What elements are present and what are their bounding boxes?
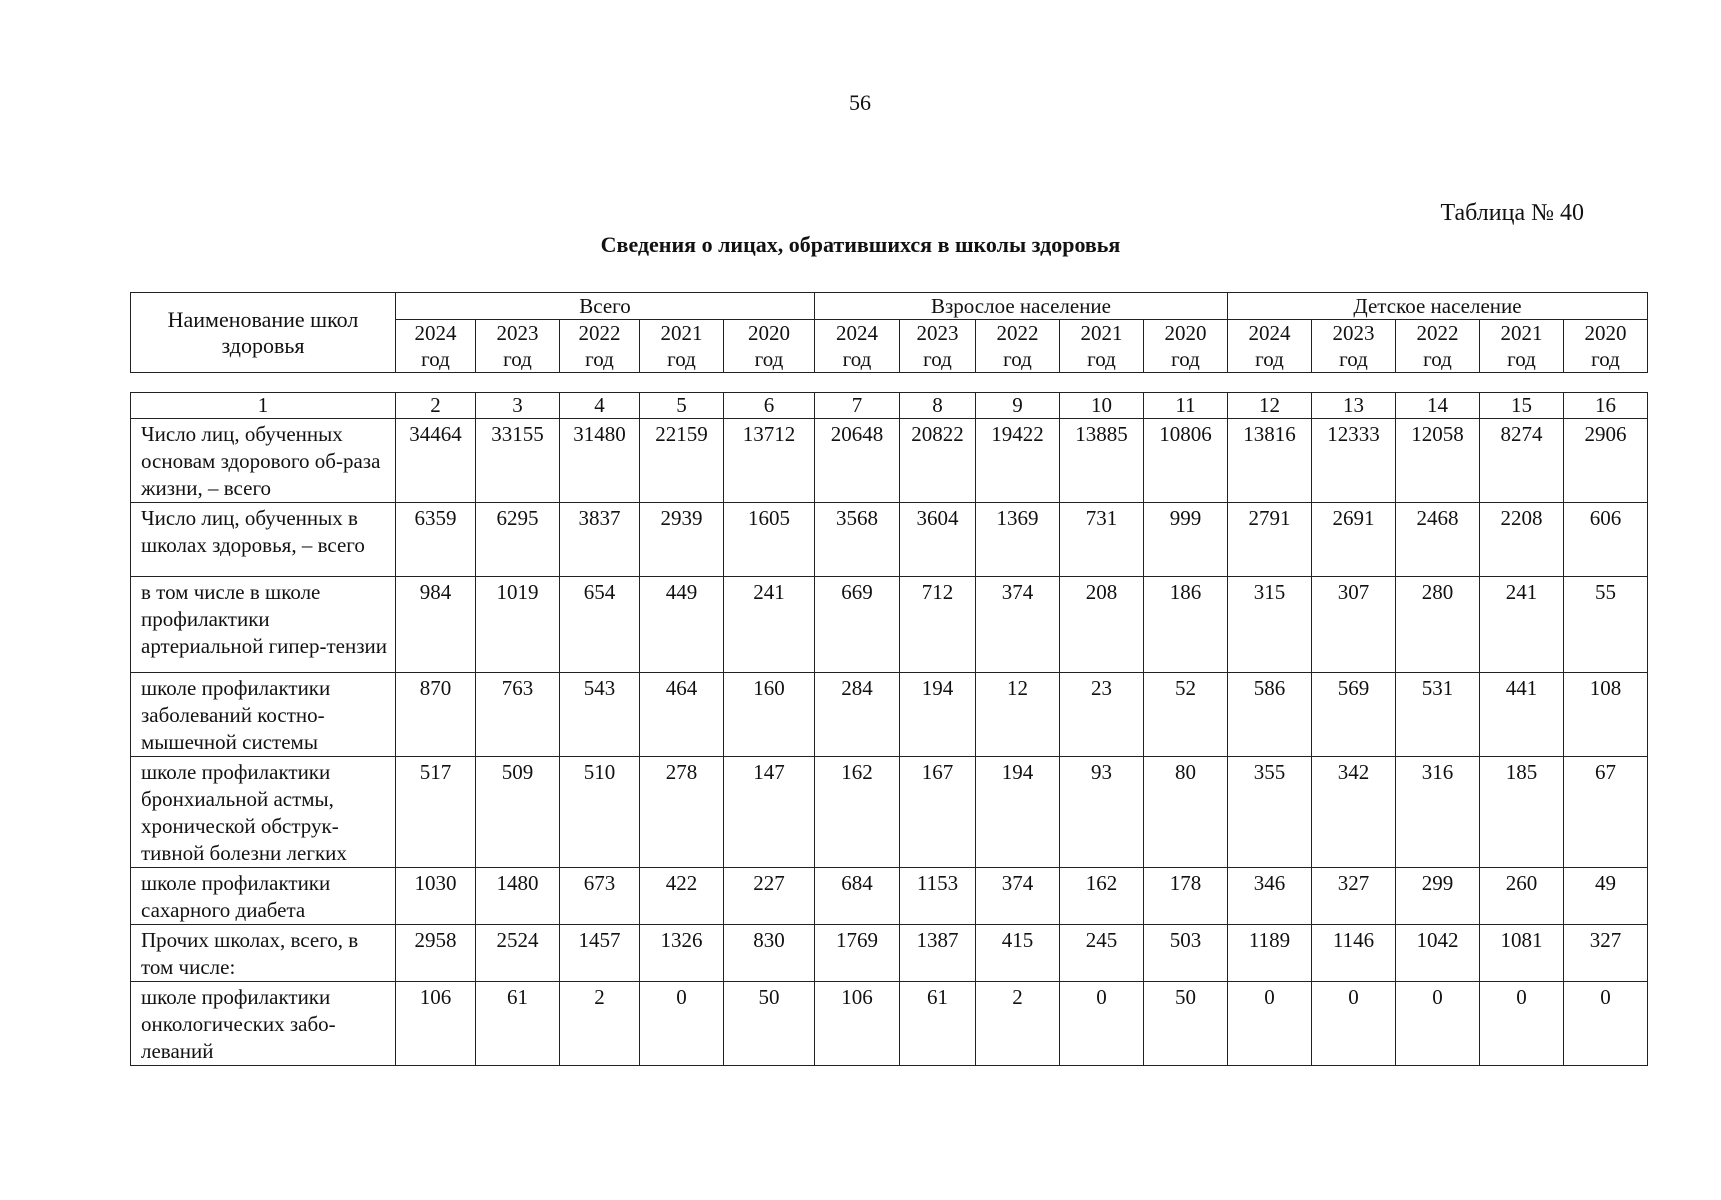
table-cell: 61: [900, 982, 976, 1066]
header-year-children-0: [1228, 320, 1312, 373]
table-cell: 12: [976, 673, 1060, 757]
column-number-cell: 2: [396, 393, 476, 419]
table-cell: 1769: [815, 925, 900, 982]
table-cell: 162: [1060, 868, 1144, 925]
table-cell: 0: [1480, 982, 1564, 1066]
table-cell: 1153: [900, 868, 976, 925]
table-cell: 569: [1312, 673, 1396, 757]
header-year-value: 2021: [660, 321, 703, 345]
table-cell: 684: [815, 868, 900, 925]
table-cell: 1189: [1228, 925, 1312, 982]
table-cell: 586: [1228, 673, 1312, 757]
table-row: [131, 757, 1648, 868]
header-year-adult-3: [1060, 320, 1144, 373]
table-cell: 194: [900, 673, 976, 757]
header-year-value: 2022: [996, 321, 1039, 345]
table-title: Сведения о лицах, обратившихся в школы здоровья: [600, 232, 1121, 257]
header-year-unit: год: [503, 347, 532, 371]
header-year-unit: год: [1087, 347, 1116, 371]
header-year-value: 2020: [1584, 321, 1627, 345]
column-number-cell: 4: [560, 393, 640, 419]
table-cell: 2691: [1312, 503, 1396, 577]
column-number-cell: 14: [1396, 393, 1480, 419]
table-cell: 374: [976, 577, 1060, 673]
table-row: [131, 868, 1648, 925]
table-cell: 61: [476, 982, 560, 1066]
table-cell: 106: [815, 982, 900, 1066]
column-number-cell: 11: [1144, 393, 1228, 419]
header-year-adult-4: [1144, 320, 1228, 373]
header-group-children: Детское население: [1228, 293, 1648, 320]
table-cell: 34464: [396, 419, 476, 503]
header-year-value: 2023: [916, 321, 959, 345]
header-year-children-2: [1396, 320, 1480, 373]
table-cell: 6295: [476, 503, 560, 577]
table-cell: 870: [396, 673, 476, 757]
header-year-unit: год: [1423, 347, 1452, 371]
column-number-cell: 15: [1480, 393, 1564, 419]
table-cell: 147: [724, 757, 815, 868]
table-cell: 712: [900, 577, 976, 673]
table-cell: 20822: [900, 419, 976, 503]
header-year-unit: год: [1003, 347, 1032, 371]
table-cell: 415: [976, 925, 1060, 982]
header-year-total-2: [560, 320, 640, 373]
table-cell: 8274: [1480, 419, 1564, 503]
table-cell: 1081: [1480, 925, 1564, 982]
table-cell: 49: [1564, 868, 1648, 925]
row-label: школе профилактики онкологических забо-леваний: [131, 982, 396, 1066]
header-year-total-4: [724, 320, 815, 373]
column-number-cell: 3: [476, 393, 560, 419]
row-label: Число лиц, обученных основам здорового об-раза жизни, – всего: [131, 419, 396, 503]
table-cell: 12333: [1312, 419, 1396, 503]
table-cell: 654: [560, 577, 640, 673]
table-cell: 531: [1396, 673, 1480, 757]
table-cell: 33155: [476, 419, 560, 503]
column-number-cell: 10: [1060, 393, 1144, 419]
header-group-total: Всего: [396, 293, 815, 320]
table-cell: 10806: [1144, 419, 1228, 503]
table-cell: 55: [1564, 577, 1648, 673]
table-cell: 280: [1396, 577, 1480, 673]
header-year-unit: год: [1591, 347, 1620, 371]
table-cell: 0: [1060, 982, 1144, 1066]
data-table: [130, 392, 1648, 1066]
table-row: [131, 503, 1648, 577]
table-cell: 355: [1228, 757, 1312, 868]
table-cell: 0: [1228, 982, 1312, 1066]
table-cell: 13712: [724, 419, 815, 503]
table-cell: 2208: [1480, 503, 1564, 577]
table-cell: 186: [1144, 577, 1228, 673]
table-cell: 2906: [1564, 419, 1648, 503]
table-row: [131, 925, 1648, 982]
header-year-adult-1: [900, 320, 976, 373]
table-cell: 509: [476, 757, 560, 868]
table-cell: 194: [976, 757, 1060, 868]
table-cell: 464: [640, 673, 724, 757]
table-cell: 673: [560, 868, 640, 925]
header-name-column: Наименование школ здоровья: [131, 293, 396, 373]
table-row: [131, 982, 1648, 1066]
row-label: в том числе в школе профилактики артериальной гипер-тензии: [131, 577, 396, 673]
table-cell: 543: [560, 673, 640, 757]
column-number-cell: 5: [640, 393, 724, 419]
column-number-cell: 12: [1228, 393, 1312, 419]
table-cell: 13885: [1060, 419, 1144, 503]
header-year-value: 2022: [578, 321, 621, 345]
header-year-total-3: [640, 320, 724, 373]
table-cell: 763: [476, 673, 560, 757]
table-cell: 227: [724, 868, 815, 925]
header-year-unit: год: [923, 347, 952, 371]
table-cell: 2939: [640, 503, 724, 577]
table-header: [130, 292, 1648, 373]
table-cell: 6359: [396, 503, 476, 577]
header-year-value: 2020: [748, 321, 790, 345]
header-year-unit: год: [585, 347, 614, 371]
table-cell: 20648: [815, 419, 900, 503]
table-cell: 260: [1480, 868, 1564, 925]
table-cell: 984: [396, 577, 476, 673]
table-cell: 12058: [1396, 419, 1480, 503]
header-year-value: 2022: [1416, 321, 1459, 345]
table-cell: 50: [724, 982, 815, 1066]
table-cell: 50: [1144, 982, 1228, 1066]
table-cell: 0: [1312, 982, 1396, 1066]
table-cell: 315: [1228, 577, 1312, 673]
header-year-adult-2: [976, 320, 1060, 373]
table-cell: 52: [1144, 673, 1228, 757]
table-cell: 327: [1564, 925, 1648, 982]
table-cell: 374: [976, 868, 1060, 925]
table-cell: 167: [900, 757, 976, 868]
table-cell: 160: [724, 673, 815, 757]
table-cell: 3604: [900, 503, 976, 577]
table-cell: 2524: [476, 925, 560, 982]
header-group-adult: Взрослое население: [815, 293, 1228, 320]
header-year-value: 2021: [1080, 321, 1123, 345]
table-cell: 2: [976, 982, 1060, 1066]
header-year-value: 2021: [1500, 321, 1543, 345]
table-cell: 0: [1564, 982, 1648, 1066]
column-number-cell: 1: [131, 393, 396, 419]
table-cell: 299: [1396, 868, 1480, 925]
table-cell: 316: [1396, 757, 1480, 868]
column-number-cell: 8: [900, 393, 976, 419]
table-cell: 2468: [1396, 503, 1480, 577]
table-cell: 1387: [900, 925, 976, 982]
header-year-unit: год: [1171, 347, 1200, 371]
table-cell: 999: [1144, 503, 1228, 577]
table-cell: 241: [724, 577, 815, 673]
table-cell: 327: [1312, 868, 1396, 925]
table-number: Таблица № 40: [1440, 200, 1584, 226]
table-cell: 1605: [724, 503, 815, 577]
header-year-unit: год: [754, 347, 784, 371]
table-cell: 208: [1060, 577, 1144, 673]
header-year-total-1: [476, 320, 560, 373]
table-cell: 503: [1144, 925, 1228, 982]
row-label: школе профилактики сахарного диабета: [131, 868, 396, 925]
table-cell: 106: [396, 982, 476, 1066]
column-number-cell: 16: [1564, 393, 1648, 419]
table-cell: 19422: [976, 419, 1060, 503]
table-cell: 23: [1060, 673, 1144, 757]
table-cell: 342: [1312, 757, 1396, 868]
table-cell: 449: [640, 577, 724, 673]
header-year-value: 2024: [1248, 321, 1291, 345]
table-cell: 284: [815, 673, 900, 757]
table-cell: 2: [560, 982, 640, 1066]
header-year-children-4: [1564, 320, 1648, 373]
table-cell: 1019: [476, 577, 560, 673]
header-year-unit: год: [667, 347, 696, 371]
table-row: [131, 673, 1648, 757]
table-cell: 0: [1396, 982, 1480, 1066]
page-number: 56: [849, 90, 871, 115]
table-cell: 517: [396, 757, 476, 868]
column-number-cell: 7: [815, 393, 900, 419]
table-cell: 1369: [976, 503, 1060, 577]
column-number-row: [131, 393, 1648, 419]
table-cell: 606: [1564, 503, 1648, 577]
header-year-adult-0: [815, 320, 900, 373]
table-cell: 669: [815, 577, 900, 673]
header-year-children-1: [1312, 320, 1396, 373]
table-cell: 422: [640, 868, 724, 925]
table-cell: 178: [1144, 868, 1228, 925]
header-year-unit: год: [842, 347, 872, 371]
table-cell: 278: [640, 757, 724, 868]
header-year-value: 2023: [1332, 321, 1375, 345]
row-label: школе профилактики бронхиальной астмы, хронической обструк-тивной болезни легких: [131, 757, 396, 868]
table-row: [131, 577, 1648, 673]
row-label: школе профилактики заболеваний костно-мышечной системы: [131, 673, 396, 757]
header-year-value: 2023: [496, 321, 539, 345]
table-cell: 22159: [640, 419, 724, 503]
table-cell: 108: [1564, 673, 1648, 757]
header-year-unit: год: [1255, 347, 1284, 371]
table-cell: 0: [640, 982, 724, 1066]
table-cell: 510: [560, 757, 640, 868]
header-year-unit: год: [1507, 347, 1536, 371]
table-cell: 241: [1480, 577, 1564, 673]
header-year-value: 2024: [836, 321, 878, 345]
header-year-value: 2024: [414, 321, 457, 345]
table-cell: 67: [1564, 757, 1648, 868]
header-year-unit: год: [1339, 347, 1368, 371]
table-cell: 441: [1480, 673, 1564, 757]
header-year-unit: год: [421, 347, 450, 371]
table-cell: 2791: [1228, 503, 1312, 577]
table-cell: 3837: [560, 503, 640, 577]
table-cell: 731: [1060, 503, 1144, 577]
table-cell: 13816: [1228, 419, 1312, 503]
table-cell: 346: [1228, 868, 1312, 925]
table-cell: 1146: [1312, 925, 1396, 982]
table-cell: 1480: [476, 868, 560, 925]
table-cell: 93: [1060, 757, 1144, 868]
column-number-cell: 9: [976, 393, 1060, 419]
header-year-value: 2020: [1164, 321, 1207, 345]
table-cell: 185: [1480, 757, 1564, 868]
table-cell: 245: [1060, 925, 1144, 982]
table-cell: 162: [815, 757, 900, 868]
table-cell: 1457: [560, 925, 640, 982]
table-cell: 2958: [396, 925, 476, 982]
table-cell: 1042: [1396, 925, 1480, 982]
column-number-cell: 13: [1312, 393, 1396, 419]
table-cell: 307: [1312, 577, 1396, 673]
table-cell: 1326: [640, 925, 724, 982]
row-label: Прочих школах, всего, в том числе:: [131, 925, 396, 982]
row-label: Число лиц, обученных в школах здоровья, – всего: [131, 503, 396, 577]
table-cell: 31480: [560, 419, 640, 503]
table-cell: 830: [724, 925, 815, 982]
table-cell: 3568: [815, 503, 900, 577]
table-cell: 80: [1144, 757, 1228, 868]
header-year-total-0: [396, 320, 476, 373]
table-row: [131, 419, 1648, 503]
header-year-children-3: [1480, 320, 1564, 373]
column-number-cell: 6: [724, 393, 815, 419]
table-cell: 1030: [396, 868, 476, 925]
